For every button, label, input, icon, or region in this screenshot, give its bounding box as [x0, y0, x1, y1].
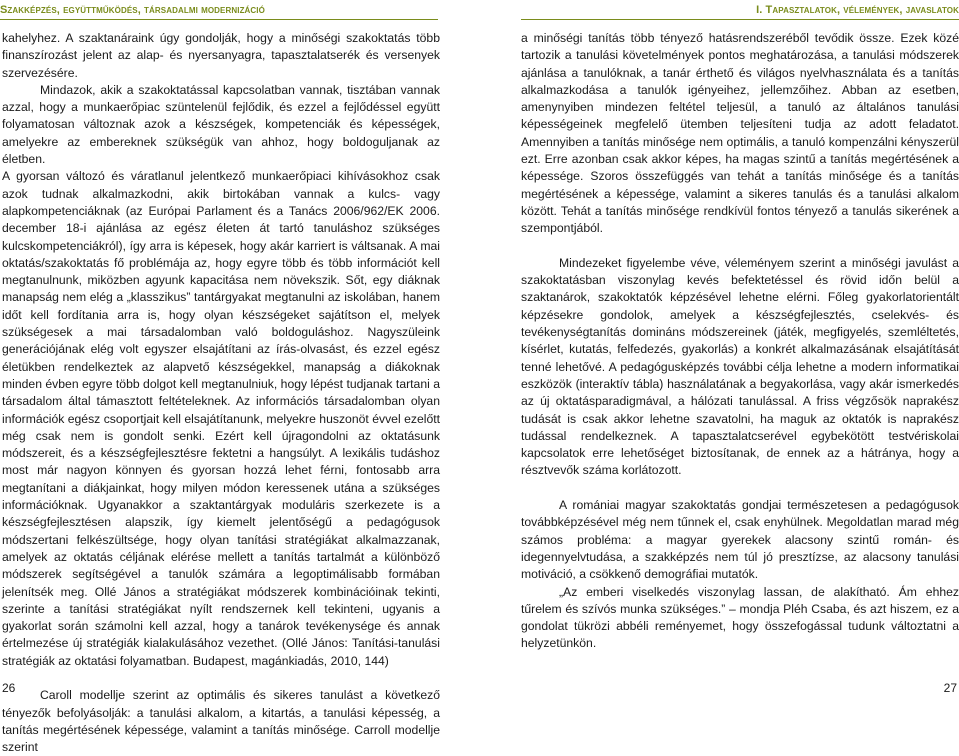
paragraph: a minőségi tanítás több tényező hatásrendszeréből tevődik össze. Ezek közé tartozik a tanulási követelmények pontos meghatározása, a tanulási módszerek ajánlása a tanulóknak, a tanár érthető és világos nyelvhasználata és a tanítás alkalmazkodása a tanulók igényeihez, jellemzőihez. Abban az esetben, amenynyiben mindezen feltétel teljesül, a tanuló az általános tanulási képességeinek megfelelő ütemben teljesíteni tudja az adott feladatot. Amennyiben a tanítás minősége nem optimális, a tanuló kompenzálni kényszerül ezt. Erre azonban csak akkor képes, ha magas szintű a tanítás megértésének a képessége. Szoros összefüggés van tehát a tanítás minősége és a tanítás megértésének a képessége, valamint a sikeres tanulás és a tanulási alkalom között. Tehát a tanítás minősége rendkívül fontos tényező a tanulás sikerének a szempontjából. — [521, 31, 959, 236]
running-header-left: Szakképzés, együttműködés, társadalmi modernizáció — [0, 4, 265, 16]
page-number-right: 27 — [943, 681, 957, 695]
right-column — [521, 30, 959, 653]
paragraph: A romániai magyar szakoktatás gondjai természetesen a pedagógusok továbbképzésével még nem tűnnek el, csak enyhülnek. Megoldatlan marad még számos probléma: a magyar gyerekek alacsony szintű román- és idegennyelvtudása, a szakképzés nem túl jó presztízse, az alacsony tanulási motiváció, a csökkenő demográfiai mutatók. — [521, 498, 959, 582]
left-column — [2, 30, 440, 756]
header-rule-left — [0, 19, 438, 20]
page-number-left: 26 — [2, 681, 16, 695]
paragraph: Mindezeket figyelembe véve, véleményem szerint a minőségi javulást a szakoktatásban viszonylag kevés befektetéssel és rövid időn belül a szaktanárok, szakoktatók képzésével lehetne elérni. Főleg gyakorlatorientált képzésekre gondolok, amelyek a készségfejlesztés, cselekvés- és tevékenységtanítás domináns módszereinek (játék, megfigyelés, szemléltetés, kísérlet, kutatás, felfedezés, gyakorlás) a konkrét alkalmazásának elsajátítását tenné lehetővé. A pedagógusképzés további célja lehetne a modern informatikai eszközök (interaktív tábla) használatának a begyakorlása, vagy akár ismerkedés az új oktatásparadigmával, a hálózati tanulással. A friss végzősök naprakész tudását is csak akkor lehetne szavatolni, ha maguk az oktatók is naprakész tudással rendelkeznek. A tapasztalatcserével egybekötött testvériskolai kapcsolatok erre lehetőséget biztosítanak, de ennek az a hátránya, hogy a résztvevők száma korlátozott. — [521, 255, 959, 478]
running-header-right: I. Tapasztalatok, vélemények, javaslatok — [756, 4, 959, 16]
paragraph: A gyorsan változó és váratlanul jelentkező munkaerőpiaci kihívásokhoz csak azok tudnak alkalmazkodni, akik birtokában vannak a kulcs- vagy alapkompetenciáknak (az Európai Parlament és a Tanács 2006/962/EK 2006. december 18-i ajánlása az egész életen át tartó tanuláshoz szükséges kulcskompetenciákról), így arra is képesek, hogy akár karriert is váltsanak. A mai oktatás/szakoktatás fő problémája az, hogy egyre több és több információt kell megtanulnunk, miközben agyunk kapacitása nem növekszik. Sőt, egy diáknak manapság nem elég a „klasszikus” tantárgyakat megtanulni az iskolában, hanem időt kell fordítania arra is, hogy olyan készségeket sajátítson el, melyek szükségesek a mai társadalomban való boldoguláshoz. Nagyszüleink generációjának elég volt egyszer elsajátítani az írás-olvasást, és ezzel egész életükben rendelkeztek az alapvető készségekkel, manapság a diákoknak minden évben egyre több dolgot kell megtanulniuk, hogy lépést tudjanak tartani a társadalom által támasztott feltételeknek. Az információs társadalomban olyan információk egész csoportjait kell elsajátítanunk, melyekre huszonöt évvel ezelőtt még csak nem is gondolt senki. Ezért kell újragondolni az oktatásunk módszereit, és a készségfejlesztésre fektetni a hangsúlyt. A lexikális tudáshoz most már nagyon könnyen és gyorsan hozzá lehet férni, fontosabb arra megtanítani a diákjainkat, hogy milyen módon keressenek utána a szükséges információknak. Ugyanakkor a szaktantárgyak moduláris szerkezete is a készségfejlesztésen alapszik, így kiemelt jelentőségű a pedagógusok módszertani felkészültsége, hogy olyan tanítási stratégiákat alkalmazzanak, amelyek az oktatás céljának elérése mellett a tanítás tartalmát a különböző módszerek segítségével a tanulók számára a legoptimálisabb formában jelenítsék meg. Ollé János a stratégiákat módszerek kombinációinak tekinti, szerinte a tanítási stratégiákat nyílt rendszernek kell tekinteni, ugyanis a gyakorlat során számolni kell azzal, hogy a tanárok tevékenysége és annak értelmezése új stratégiák kialakulásához vezethet. (Ollé János: Tanítási-tanulási stratégiák az oktatási folyamatban. Budapest, magánkiadás, 2010, 144) — [2, 169, 440, 668]
header-rule-right — [521, 19, 959, 20]
paragraph: Caroll modellje szerint az optimális és sikeres tanulást a következő tényezők befolyásolják: a tanulási alkalom, a kitartás, a tanulási képesség, a tanítás megértésének képessége, valamint a tanítás minősége. Carroll modellje szerint — [2, 688, 440, 755]
paragraph: „Az emberi viselkedés viszonylag lassan, de alakítható. Ám ehhez tűrelem és szívós munka szükséges.” – mondja Pléh Csaba, és azt hiszem, ez a gondolat tükrözi abbéli reményemet, hogy összefogással tudunk változtatni a helyzetünkön. — [521, 584, 959, 651]
paragraph: kahelyhez. A szaktanáraink úgy gondolják, hogy a minőségi szakoktatás több finanszírozást jelent az alap- és nyersanyagra, tapasztalatserék és versenyek szervezésére. — [2, 31, 440, 80]
paragraph: Mindazok, akik a szakoktatással kapcsolatban vannak, tisztában vannak azzal, hogy a munkaerőpiac szüntelenül fejlődik, és ezzel a fejlődéssel együtt folyamatosan változnak azok a készségek, kompetenciák és képességek, amelyekre az embereknek szükségük van ahhoz, hogy boldoguljanak az életben. — [2, 82, 440, 167]
